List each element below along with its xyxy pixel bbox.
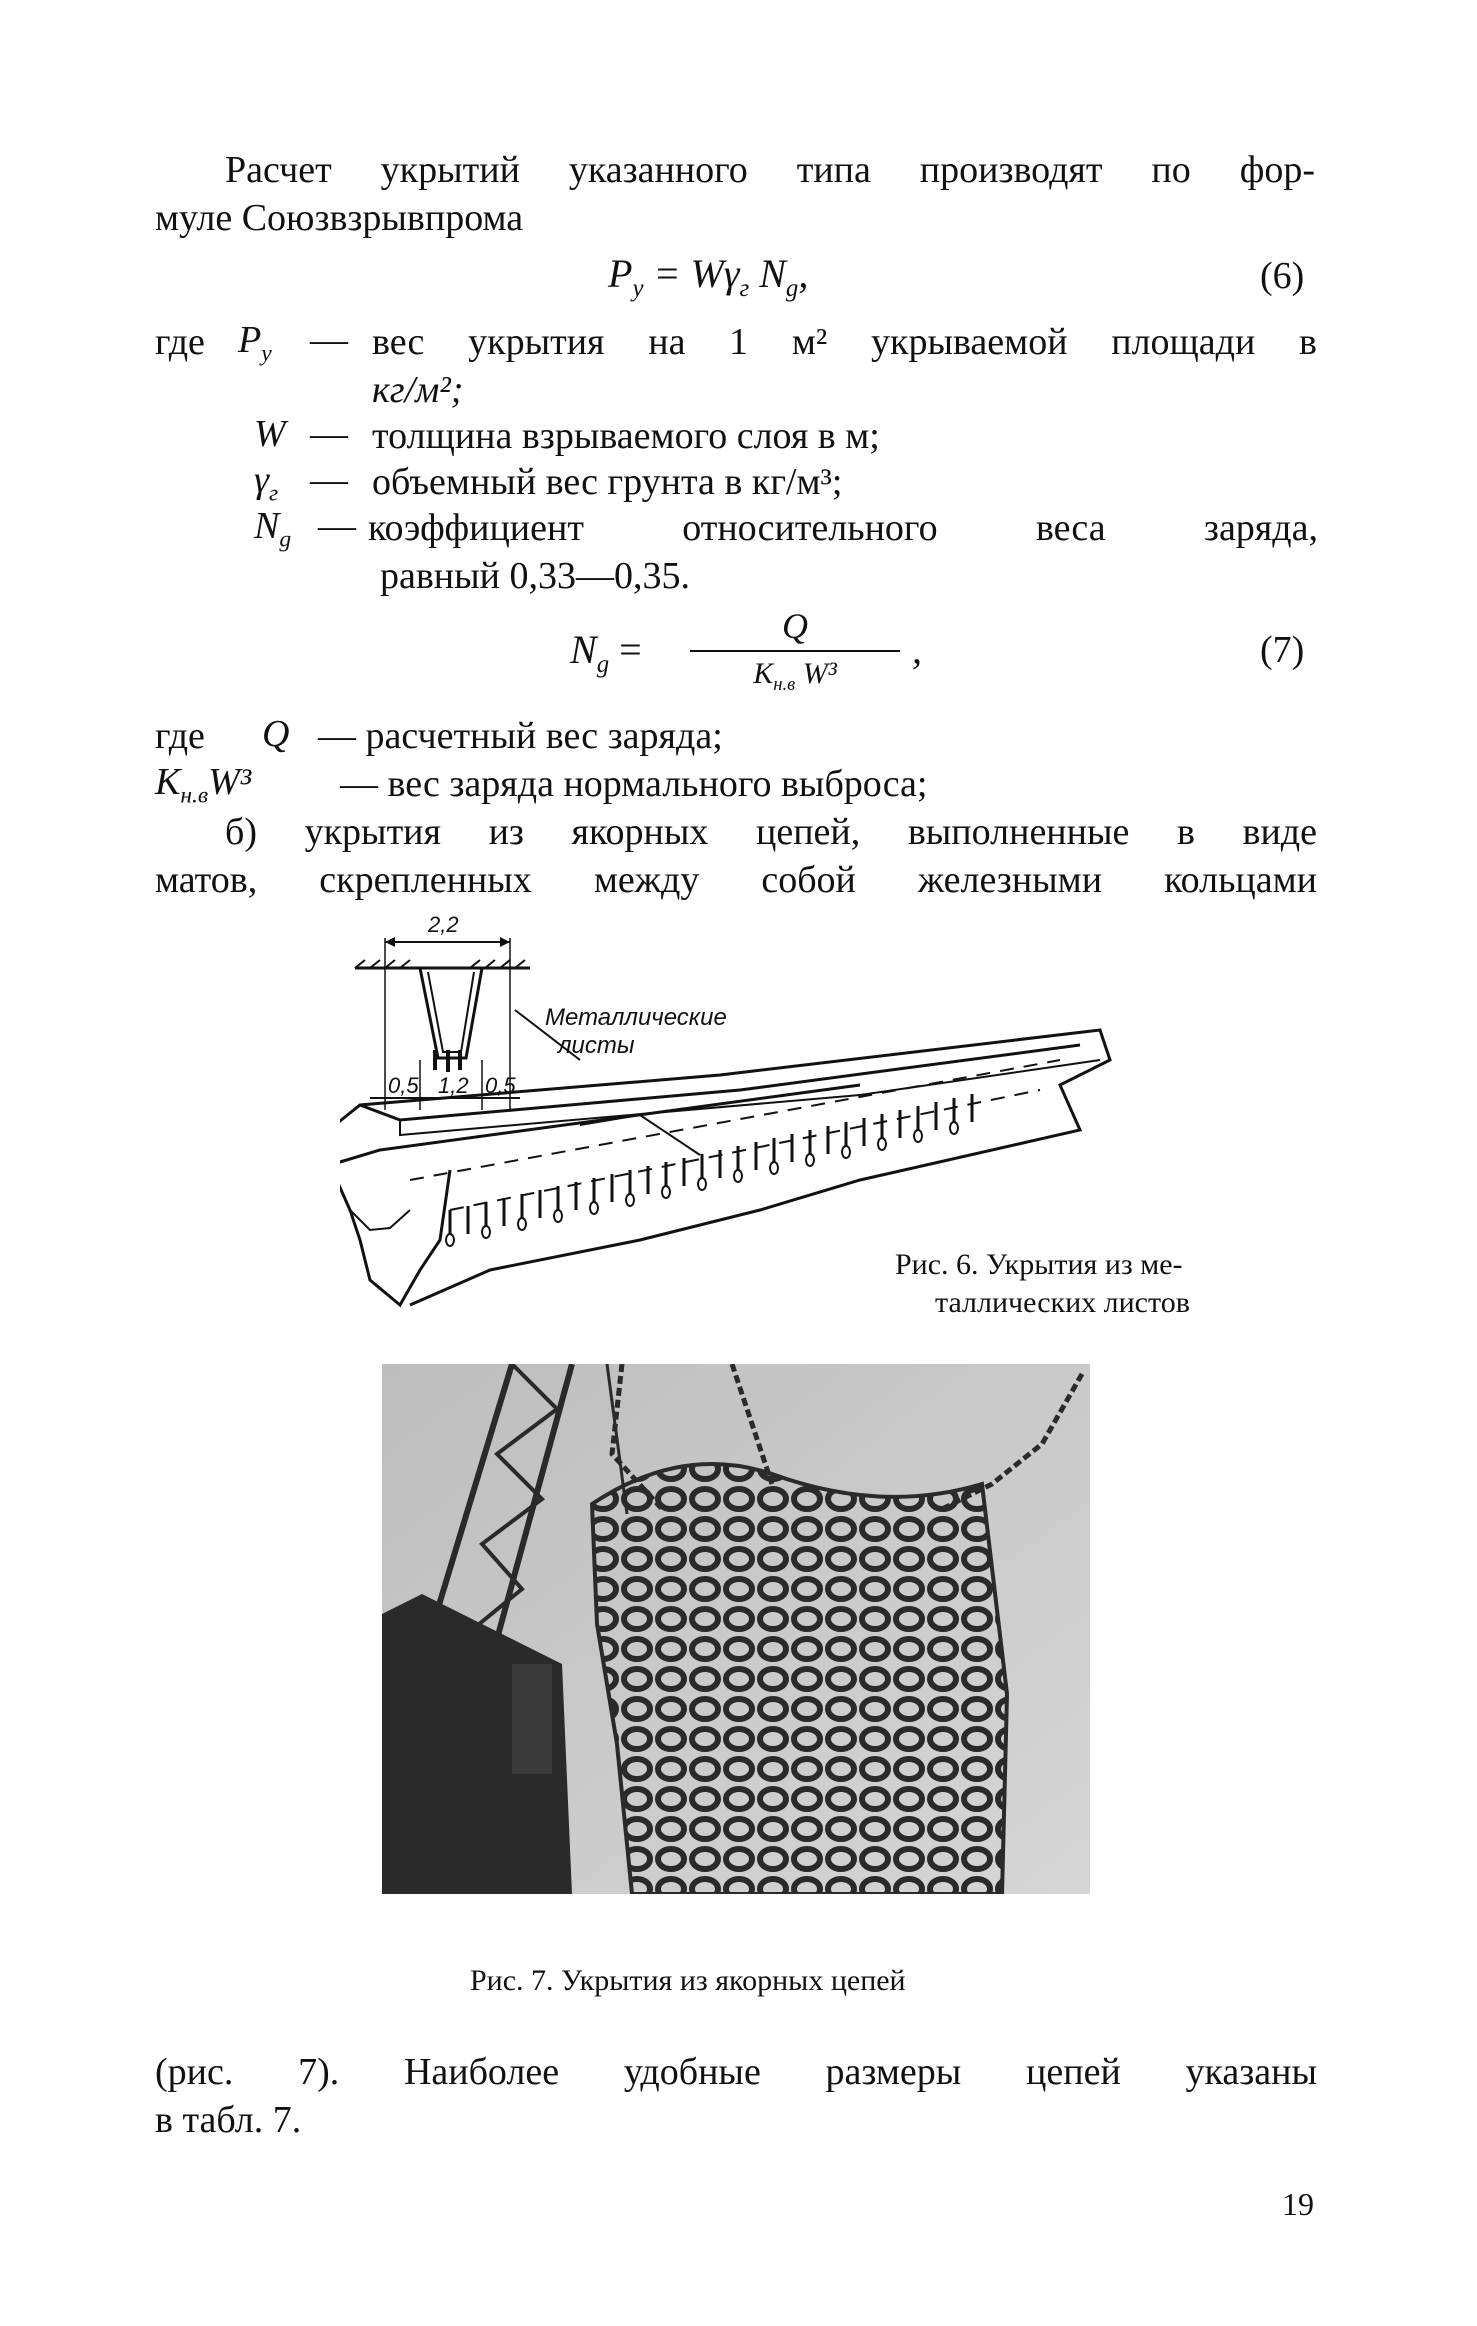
formula-7-tail: , <box>912 627 922 672</box>
def-w-text: толщина взрываемого слоя в м; <box>372 415 880 457</box>
def-w-var: W <box>254 413 286 455</box>
sheets-label-1: Металлические <box>545 1004 727 1031</box>
def-gamma-var: $\gamma_г$ <box>254 459 279 507</box>
where-label-2: где <box>155 715 205 757</box>
def-q-var: Q <box>262 713 290 755</box>
page-number: 19 <box>1282 2186 1314 2222</box>
equation-number-7: (7) <box>1260 629 1305 671</box>
figure-6-caption-2: таллических листов <box>935 1286 1190 1319</box>
figure-7-photo <box>382 1364 1090 1894</box>
def-gamma-text: объемный вес грунта в кг/м³; <box>372 461 843 503</box>
intro-line-2: муле Союзвзрывпрома <box>155 197 524 239</box>
def-gamma-dash: — <box>310 459 348 501</box>
formula-7-fraction: Q $K_{н.в}$ W³ <box>690 606 900 703</box>
dim-right-label: 0,5 <box>485 1073 516 1098</box>
def-ng-var: $N_g$ <box>254 505 292 553</box>
def-ng-text-2: равный 0,33—0,35. <box>380 555 691 597</box>
figure-7-caption: Рис. 7. Укрытия из якорных цепей <box>470 1964 906 1997</box>
def-py-text-1: вес укрытия на 1 м² укрываемой площади в <box>372 321 1317 363</box>
def-py-var: $P_у$ <box>238 319 272 367</box>
intro-line-1: Расчет укрытий указанного типа производят по фор- <box>225 149 1315 191</box>
def-q-text: — расчетный вес заряда; <box>318 715 723 757</box>
def-ng-text-1: коэффициент относительного веса заряда, <box>368 507 1318 549</box>
def-ng-dash: — <box>318 505 356 547</box>
formula-7-lhs: $N_g$ = <box>570 627 642 678</box>
def-knv-var: $K_{н.в}W^3$ <box>155 761 252 809</box>
item-b-line-1: б) укрытия из якорных цепей, выполненные в виде <box>225 811 1317 853</box>
def-py-dash: — <box>310 319 348 361</box>
def-py-text-2: кг/м²; <box>372 369 464 411</box>
sheets-label-2: листы <box>558 1032 635 1059</box>
outro-line-2: в табл. 7. <box>155 2099 302 2141</box>
formula-6: $P_у = W\gamma_г$ $N_g$, <box>608 251 809 302</box>
outro-line-1: (рис. 7). Наиболее удобные размеры цепей указаны <box>155 2051 1317 2093</box>
where-label-1: где <box>155 321 205 363</box>
item-b-line-2: матов, скрепленных между собой железными кольцами <box>155 859 1317 901</box>
equation-number-6: (6) <box>1260 255 1305 297</box>
figure-6-caption-1: Рис. 6. Укрытия из ме- <box>895 1248 1183 1281</box>
dim-top-label: 2,2 <box>428 912 459 937</box>
def-w-dash: — <box>310 413 348 455</box>
dim-left-label: 0,5 <box>388 1073 419 1098</box>
dim-mid-label: 1,2 <box>438 1073 469 1098</box>
def-knv-text: — вес заряда нормального выброса; <box>340 763 928 805</box>
